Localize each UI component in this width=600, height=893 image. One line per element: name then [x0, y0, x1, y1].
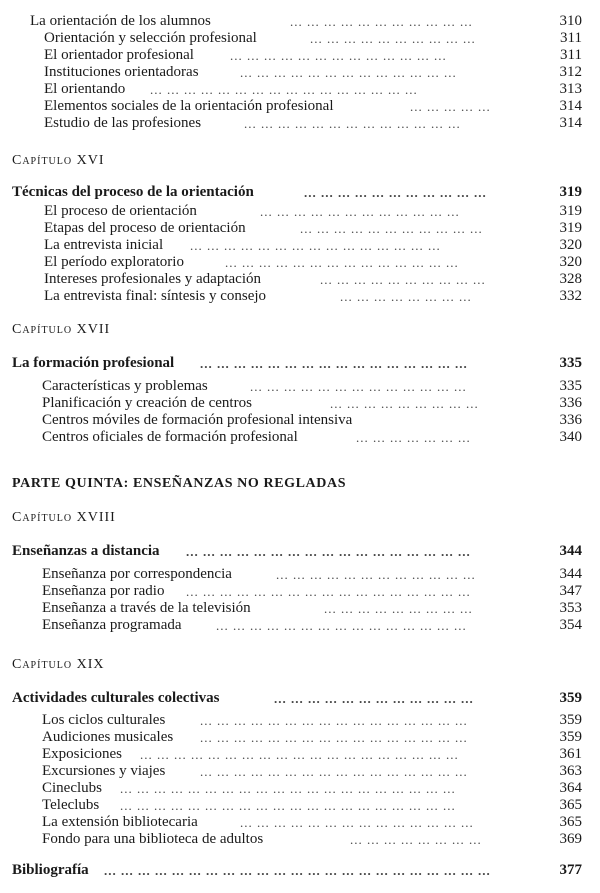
- chapter-label: Capítulo XVIII: [12, 510, 116, 525]
- toc-entry[interactable]: ... ... ... ... ... ... ... ... ... ... ... ... ... ... ... ... ... ... ... ... Cineclubs 364: [42, 780, 582, 796]
- toc-entry[interactable]: ... ... ... ... ... ... ... ... Fondo para una biblioteca de adultos 369: [42, 831, 582, 847]
- toc-entry[interactable]: Centros móviles de formación profesional intensiva 336: [42, 412, 582, 428]
- toc-entry[interactable]: ... ... ... ... ... ... ... ... ... ... ... ... ... ... ... ... El orientando 313: [44, 81, 582, 97]
- toc-entry[interactable]: ... ... ... ... ... ... ... ... ... ... ... ... El proceso de orientación 319: [44, 203, 582, 219]
- toc-chapter-heading[interactable]: ... ... ... ... ... ... ... ... ... ... ... ... Actividades culturales colectivas 359: [12, 690, 582, 706]
- toc-chapter-heading[interactable]: ... ... ... ... ... ... ... ... ... ... ... ... ... ... ... ... ... Enseñanzas a distancia 344: [12, 543, 582, 559]
- toc-entry[interactable]: ... ... ... ... ... ... ... ... ... ... ... ... ... Estudio de las profesiones 314: [44, 115, 582, 131]
- toc-entry[interactable]: ... ... ... ... ... ... ... ... ... Enseñanza a través de la televisión 353: [42, 600, 582, 616]
- chapter-label: Capítulo XIX: [12, 657, 105, 672]
- toc-entry[interactable]: ... ... ... ... ... ... ... ... ... ... ... ... ... ... ... ... Excursiones y viajes 363: [42, 763, 582, 779]
- toc-entry[interactable]: ... ... ... ... ... ... ... ... ... ... ... ... ... ... ... La entrevista inicial 320: [44, 237, 582, 253]
- toc-entry[interactable]: ... ... ... ... ... ... ... ... ... ... ... Etapas del proceso de orientación 319: [44, 220, 582, 236]
- toc-entry[interactable]: ... ... ... ... ... ... ... ... ... ... Intereses profesionales y adaptación 328: [44, 271, 582, 287]
- toc-entry[interactable]: ... ... ... ... ... ... ... ... ... ... ... ... ... Instituciones orientadoras 312: [44, 64, 582, 80]
- toc-entry[interactable]: ... ... ... ... ... ... ... ... La entrevista final: síntesis y consejo 332: [44, 288, 582, 304]
- toc-entry[interactable]: ... ... ... ... ... ... ... ... ... ... ... ... ... ... ... ... ... ... ... ... Teleclubs 365: [42, 797, 582, 813]
- toc-entry[interactable]: ... ... ... ... ... ... ... ... ... ... ... ... ... ... ... ... Audiciones musicales 359: [42, 729, 582, 745]
- toc-entry[interactable]: ... ... ... ... ... ... ... ... ... ... ... ... ... ... La extensión bibliotecaria 365: [42, 814, 582, 830]
- chapter-label: Capítulo XVII: [12, 322, 111, 337]
- toc-entry[interactable]: ... ... ... ... ... ... ... ... ... ... ... ... Enseñanza por correspondencia 344: [42, 566, 582, 582]
- toc-entry[interactable]: ... ... ... ... ... ... ... ... ... ... ... ... ... ... ... Enseñanza programada 354: [42, 617, 582, 633]
- toc-entry[interactable]: ... ... ... ... ... ... ... ... ... ... ... ... ... El orientador profesional 311: [44, 47, 582, 63]
- toc-entry[interactable]: ... ... ... ... ... ... ... Centros oficiales de formación profesional 340: [42, 429, 582, 445]
- toc-entry[interactable]: ... ... ... ... ... ... ... ... ... ... ... ... ... ... ... ... ... Enseñanza por radio 347: [42, 583, 582, 599]
- toc-entry[interactable]: ... ... ... ... ... Elementos sociales de la orientación profesional 314: [44, 98, 582, 114]
- toc-entry[interactable]: ... ... ... ... ... ... ... ... ... ... ... La orientación de los alumnos 310: [30, 13, 582, 29]
- toc-entry[interactable]: ... ... ... ... ... ... ... ... ... ... Orientación y selección profesional 311: [44, 30, 582, 46]
- toc-chapter-heading[interactable]: ... ... ... ... ... ... ... ... ... ... ... Técnicas del proceso de la orientación 319: [12, 184, 582, 200]
- part-heading: PARTE QUINTA: ENSEÑANZAS NO REGLADAS: [12, 476, 347, 491]
- chapter-label: Capítulo XVI: [12, 153, 105, 168]
- toc-entry[interactable]: ... ... ... ... ... ... ... ... ... ... ... ... ... ... ... ... ... ... ... Exposiciones 361: [42, 746, 582, 762]
- toc-entry[interactable]: ... ... ... ... ... ... ... ... ... Planificación y creación de centros 336: [42, 395, 582, 411]
- toc-entry[interactable]: ... ... ... ... ... ... ... ... ... ... ... ... ... Características y problemas 335: [42, 378, 582, 394]
- toc-entry[interactable]: ... ... ... ... ... ... ... ... ... ... ... ... ... ... El período exploratorio 320: [44, 254, 582, 270]
- toc-chapter-heading[interactable]: ... ... ... ... ... ... ... ... ... ... ... ... ... ... ... ... La formación profesional 335: [12, 355, 582, 371]
- toc-bibliography[interactable]: ... ... ... ... ... ... ... ... ... ... ... ... ... ... ... ... ... ... ... ... ... ... ... Bibliografía 377: [12, 862, 582, 878]
- toc-entry[interactable]: ... ... ... ... ... ... ... ... ... ... ... ... ... ... ... ... Los ciclos culturales 359: [42, 712, 582, 728]
